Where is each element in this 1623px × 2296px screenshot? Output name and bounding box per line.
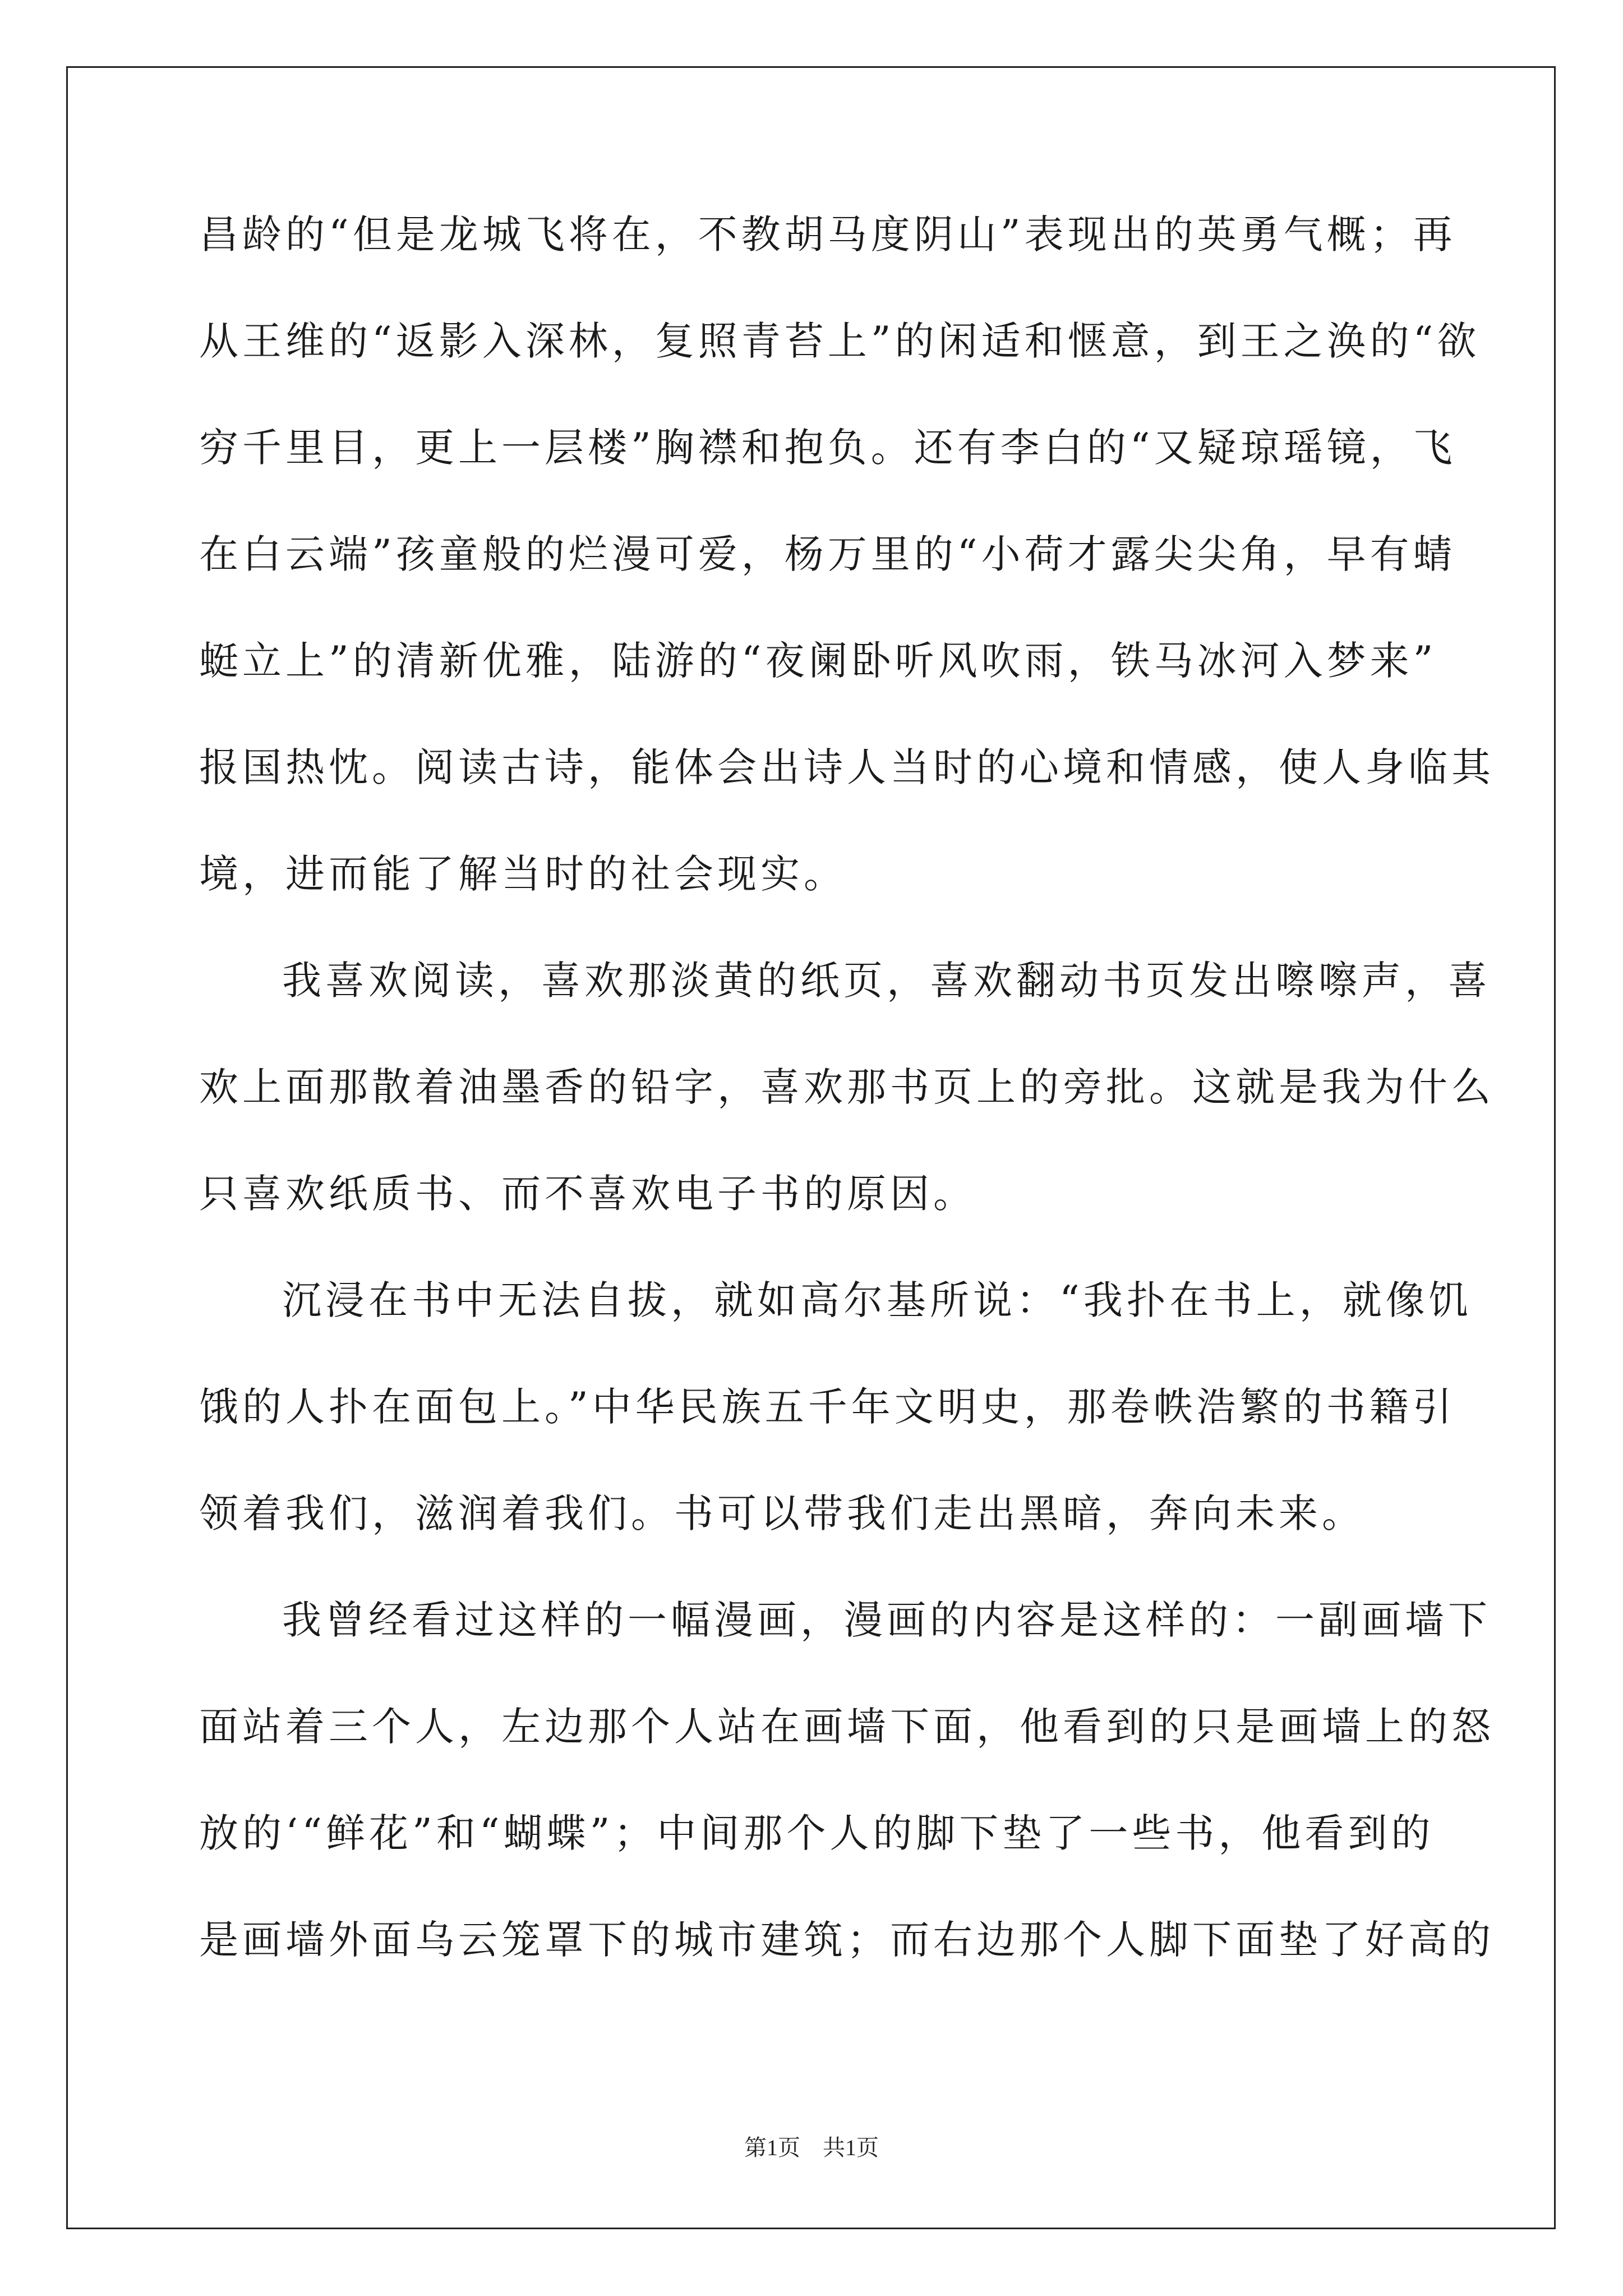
text-line: 欢上面那散着油墨香的铅字，喜欢那书页上的旁批。这就是我为什么 bbox=[199, 1064, 1495, 1110]
page-number: 第1页 bbox=[744, 2135, 800, 2160]
paragraph-first-line: 我曾经看过这样的一幅漫画，漫画的内容是这样的：一副画墙下 bbox=[282, 1597, 1491, 1643]
text-line: 报国热忱。阅读古诗，能体会出诗人当时的心境和情感，使人身临其 bbox=[199, 744, 1495, 790]
text-line: 穷千里目，更上一层楼”胸襟和抱负。还有李白的“又疑琼瑶镜，飞 bbox=[199, 425, 1456, 471]
text-line: 是画墙外面乌云笼罩下的城市建筑；而右边那个人脚下面垫了好高的 bbox=[199, 1917, 1495, 1963]
text-line: 昌龄的“但是龙城飞将在，不教胡马度阴山”表现出的英勇气概；再 bbox=[199, 211, 1456, 257]
document-body bbox=[199, 211, 1495, 2027]
text-line: 从王维的“返影入深林，复照青苔上”的闲适和惬意，到王之涣的“欲 bbox=[199, 318, 1481, 364]
paragraph-first-line: 我喜欢阅读，喜欢那淡黄的纸页，喜欢翻动书页发出嚓嚓声，喜 bbox=[282, 958, 1491, 1004]
text-line: 在白云端”孩童般的烂漫可爱，杨万里的“小荷才露尖尖角，早有蜻 bbox=[199, 531, 1456, 577]
page-footer bbox=[0, 2130, 1623, 2162]
text-line: 面站着三个人，左边那个人站在画墙下面，他看到的只是画墙上的怒 bbox=[199, 1704, 1495, 1750]
paragraph-first-line: 沉浸在书中无法自拔，就如高尔基所说：“我扑在书上，就像饥 bbox=[282, 1277, 1472, 1323]
text-line: 领着我们，滋润着我们。书可以带我们走出黑暗，奔向未来。 bbox=[199, 1490, 1365, 1536]
text-line: 饿的人扑在面包上。”中华民族五千年文明史，那卷帙浩繁的书籍引 bbox=[199, 1384, 1456, 1430]
text-line: 蜓立上”的清新优雅，陆游的“夜阑卧听风吹雨，铁马冰河入梦来” bbox=[199, 638, 1437, 684]
text-line: 放的‘“鲜花”和“蝴蝶”；中间那个人的脚下垫了一些书，他看到的 bbox=[199, 1810, 1435, 1856]
text-line: 只喜欢纸质书、而不喜欢电子书的原因。 bbox=[199, 1171, 976, 1217]
text-line: 境，进而能了解当时的社会现实。 bbox=[199, 851, 847, 897]
page-total: 共1页 bbox=[823, 2135, 879, 2160]
